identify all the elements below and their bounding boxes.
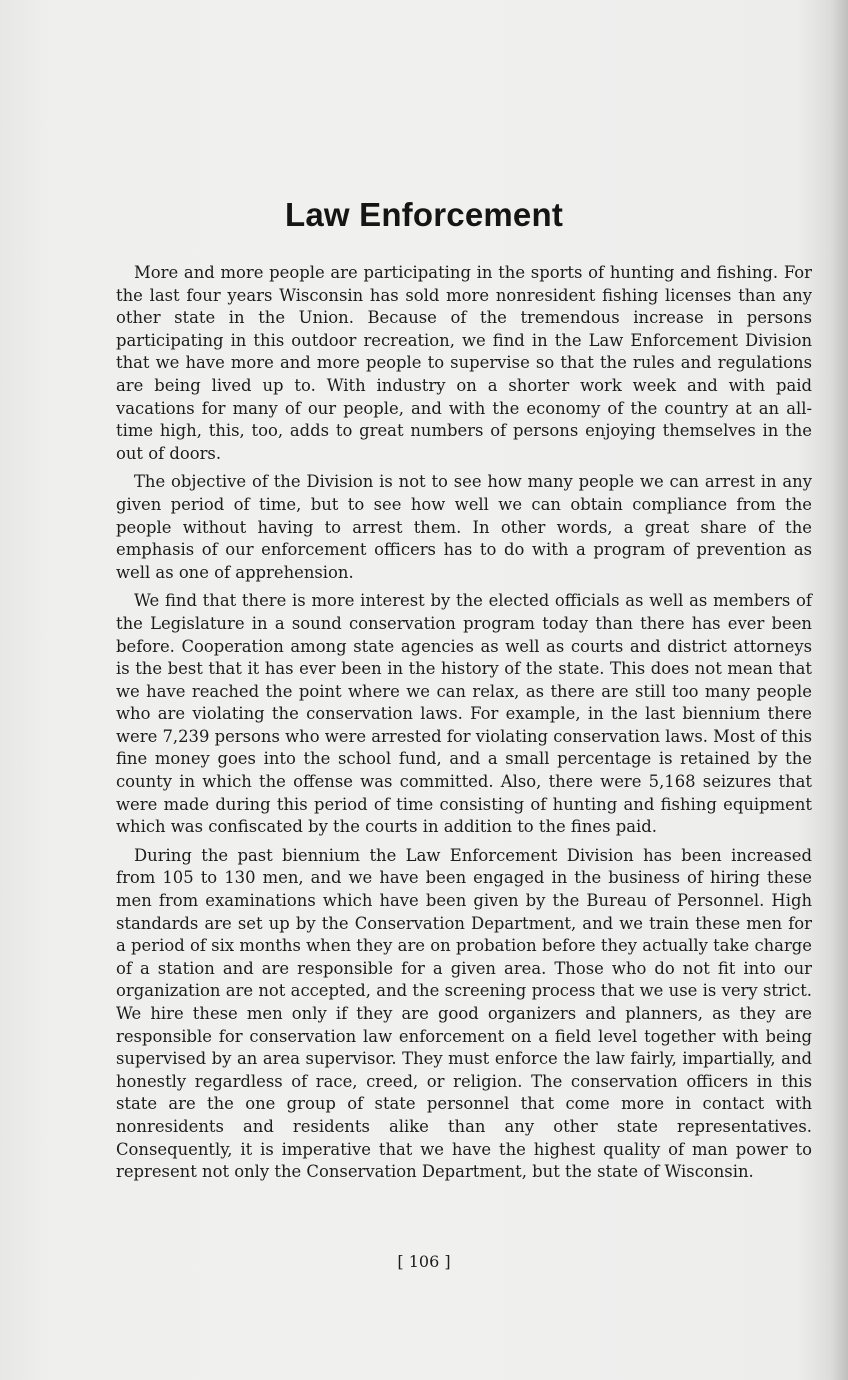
paragraph-1: More and more people are participating in the sports of hunting and fishing. For the last four years Wisconsin has sold more nonresident fishing licenses than any other state in the Union. Because of the tremendous increase in persons participating in this outdoor recreation, we find in the Law Enforcement Division that we have more and more people to supervise so that the rules and regulations are being lived up to. With industry on a shorter work week and with paid vacations for many of our people, and with the economy of the country at an all-time high, this, too, adds to great numbers of persons enjoying themselves in the out of doors.: [116, 263, 812, 463]
page-number: [ 106 ]: [397, 1252, 451, 1271]
paragraph-4: During the past biennium the Law Enforcement Division has been increased from 105 to 130 men, and we have been engaged in the business of hiring these men from examinations which have been given by the Bureau of Personnel. High standards are set up by the Conservation Department, and we train these men for a period of six months when they are on probation before they actually take charge of a station and are responsible for a given area. Those who do not fit into our organization are not accepted, and the screening process that we use is very strict. We hire these men only if they are good organizers and planners, as they are responsible for conservation law enforcement on a field level together with being supervised by an area supervisor. They must enforce the law fairly, impartially, and honestly regardless of race, creed, or religion. The conservation officers in this state are the one group of state personnel that come more in contact with nonresidents and residents alike than any other state representatives. Consequently, it is imperative that we have the highest quality of man power to represent not only the Conservation Department, but the state of Wisconsin.: [116, 845, 812, 1182]
article-body: [116, 262, 812, 1190]
paragraph-3: We find that there is more interest by the elected officials as well as members of the Legislature in a sound conservation program today than there has ever been before. Cooperation among state agencies as well as courts and district attorneys is the best that it has ever been in the history of the state. This does not mean that we have reached the point where we can relax, as there are still too many people who are violating the conservation laws. For example, in the last biennium there were 7,239 persons who were arrested for violating conservation laws. Most of this fine money goes into the school fund, and a small percentage is retained by the county in which the offense was committed. Also, there were 5,168 seizures that were made during this period of time consisting of hunting and fishing equipment which was confiscated by the courts in addition to the fines paid.: [116, 591, 812, 837]
page-title: Law Enforcement: [284, 196, 564, 233]
paragraph-2: The objective of the Division is not to see how many people we can arrest in any given period of time, but to see how well we can obtain compliance from the people without having to arrest them. In other words, a great share of the emphasis of our enforcement officers has to do with a program of prevention as well as one of apprehension.: [116, 472, 812, 582]
